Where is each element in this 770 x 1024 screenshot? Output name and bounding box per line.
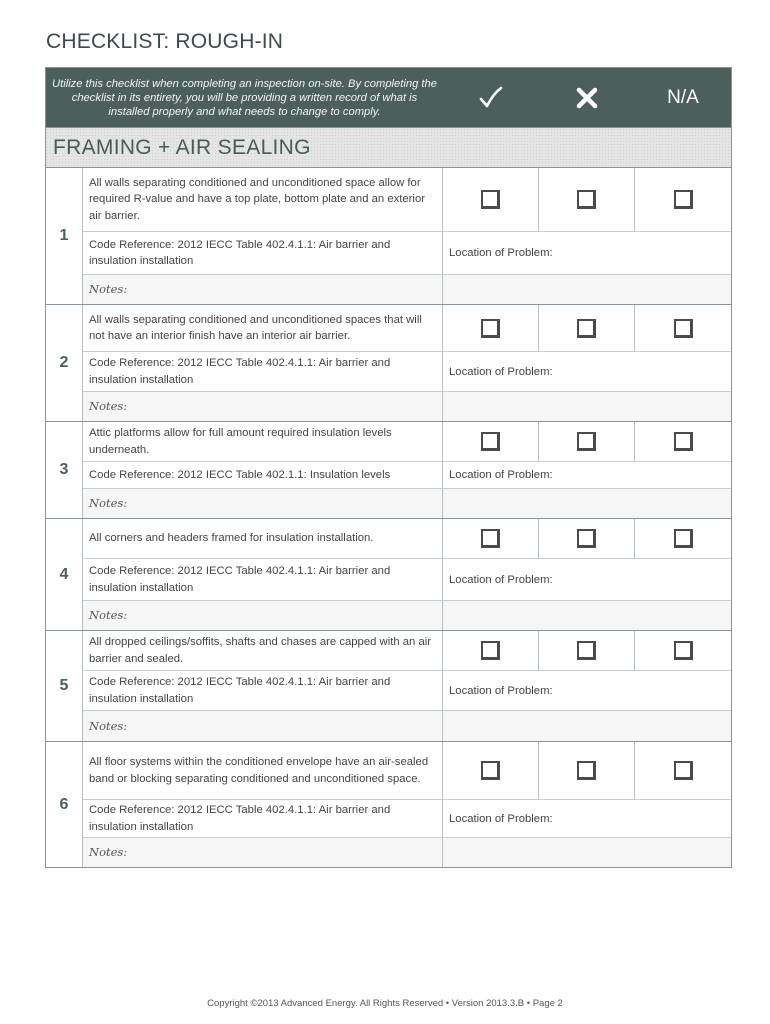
code-reference-text: Code Reference: 2012 IECC Table 402.4.1.1: Air barrier and insulation installation bbox=[83, 352, 443, 391]
item-body bbox=[83, 519, 731, 630]
code-reference-text: Code Reference: 2012 IECC Table 402.4.1.1: Air barrier and insulation installation bbox=[83, 559, 443, 600]
na-cell bbox=[635, 422, 731, 461]
code-reference-row bbox=[83, 232, 731, 275]
checklist-header bbox=[46, 68, 731, 127]
notes-field[interactable] bbox=[443, 711, 731, 741]
item-number: 6 bbox=[46, 742, 83, 867]
requirement-row bbox=[83, 519, 731, 559]
location-of-problem-field[interactable] bbox=[443, 671, 731, 710]
pass-cell bbox=[443, 519, 539, 558]
requirement-text: All corners and headers framed for insulation installation. bbox=[83, 519, 443, 558]
x-icon bbox=[575, 86, 599, 110]
requirement-text: Attic platforms allow for full amount required insulation levels underneath. bbox=[83, 422, 443, 461]
checklist-item bbox=[46, 167, 731, 304]
item-body bbox=[83, 168, 731, 304]
na-cell bbox=[635, 519, 731, 558]
na-cell bbox=[635, 168, 731, 231]
pass-checkbox[interactable] bbox=[481, 319, 500, 338]
item-number: 3 bbox=[46, 422, 83, 518]
location-of-problem-field[interactable] bbox=[443, 462, 731, 488]
notes-label: Notes: bbox=[83, 489, 443, 518]
na-cell bbox=[635, 631, 731, 670]
item-body bbox=[83, 305, 731, 421]
location-label: Location of Problem: bbox=[449, 469, 553, 481]
fail-checkbox[interactable] bbox=[577, 432, 596, 451]
requirement-row bbox=[83, 422, 731, 462]
notes-label: Notes: bbox=[83, 392, 443, 421]
location-of-problem-field[interactable] bbox=[443, 232, 731, 274]
location-of-problem-field[interactable] bbox=[443, 800, 731, 837]
page-title: CHECKLIST: ROUGH-IN bbox=[46, 30, 284, 53]
fail-checkbox[interactable] bbox=[577, 641, 596, 660]
requirement-text: All dropped ceilings/soffits, shafts and chases are capped with an air barrier and sealed. bbox=[83, 631, 443, 670]
item-body bbox=[83, 631, 731, 741]
checklist-table bbox=[45, 67, 732, 868]
na-checkbox[interactable] bbox=[674, 641, 693, 660]
check-icon bbox=[478, 86, 504, 110]
fail-cell bbox=[539, 168, 635, 231]
pass-checkbox[interactable] bbox=[481, 529, 500, 548]
na-cell bbox=[635, 742, 731, 799]
pass-cell bbox=[443, 305, 539, 351]
fail-cell bbox=[539, 305, 635, 351]
requirement-row bbox=[83, 305, 731, 352]
code-reference-row bbox=[83, 352, 731, 392]
notes-row bbox=[83, 601, 731, 630]
code-reference-text: Code Reference: 2012 IECC Table 402.4.1.1: Air barrier and insulation installation bbox=[83, 232, 443, 274]
pass-checkbox[interactable] bbox=[481, 761, 500, 780]
section-title: FRAMING + AIR SEALING bbox=[46, 127, 731, 167]
pass-cell bbox=[443, 742, 539, 799]
notes-label: Notes: bbox=[83, 275, 443, 304]
notes-label: Notes: bbox=[83, 838, 443, 867]
item-number: 5 bbox=[46, 631, 83, 741]
code-reference-text: Code Reference: 2012 IECC Table 402.1.1: Insulation levels bbox=[83, 462, 443, 488]
na-cell bbox=[635, 305, 731, 351]
notes-field[interactable] bbox=[443, 838, 731, 867]
instructions-text: Utilize this checklist when completing an inspection on-site. By completing the checklist in its entirety, you will be providing a written record of what is installed properly and what needs to change to comply. bbox=[52, 77, 437, 118]
fail-cell bbox=[539, 519, 635, 558]
na-checkbox[interactable] bbox=[674, 529, 693, 548]
checklist-item bbox=[46, 518, 731, 630]
checklist-item bbox=[46, 304, 731, 421]
item-number: 2 bbox=[46, 305, 83, 421]
pass-column-header bbox=[443, 86, 539, 110]
na-checkbox[interactable] bbox=[674, 319, 693, 338]
notes-field[interactable] bbox=[443, 489, 731, 518]
fail-cell bbox=[539, 742, 635, 799]
requirement-text: All floor systems within the conditioned envelope have an air-sealed band or blocking separating conditioned and unconditioned space. bbox=[83, 742, 443, 799]
location-label: Location of Problem: bbox=[449, 247, 553, 259]
notes-label: Notes: bbox=[83, 601, 443, 630]
pass-cell bbox=[443, 422, 539, 461]
fail-cell bbox=[539, 631, 635, 670]
code-reference-row bbox=[83, 462, 731, 489]
fail-checkbox[interactable] bbox=[577, 529, 596, 548]
na-checkbox[interactable] bbox=[674, 761, 693, 780]
requirement-row bbox=[83, 742, 731, 800]
location-label: Location of Problem: bbox=[449, 365, 553, 378]
location-label: Location of Problem: bbox=[449, 812, 553, 825]
pass-cell bbox=[443, 631, 539, 670]
checklist-items bbox=[46, 167, 731, 867]
na-checkbox[interactable] bbox=[674, 432, 693, 451]
checklist-item bbox=[46, 741, 731, 867]
requirement-row bbox=[83, 168, 731, 232]
fail-cell bbox=[539, 422, 635, 461]
na-column-header: N/A bbox=[667, 86, 699, 108]
notes-row bbox=[83, 838, 731, 867]
requirement-text: All walls separating conditioned and unconditioned space allow for required R-value and have a top plate, bottom plate and an exterior air barrier. bbox=[83, 168, 443, 231]
location-of-problem-field[interactable] bbox=[443, 352, 731, 391]
notes-row bbox=[83, 711, 731, 741]
pass-checkbox[interactable] bbox=[481, 641, 500, 660]
pass-checkbox[interactable] bbox=[481, 190, 500, 209]
code-reference-text: Code Reference: 2012 IECC Table 402.4.1.1: Air barrier and insulation installation bbox=[83, 671, 443, 710]
item-number: 4 bbox=[46, 519, 83, 630]
fail-checkbox[interactable] bbox=[577, 190, 596, 209]
notes-field[interactable] bbox=[443, 275, 731, 304]
location-label: Location of Problem: bbox=[449, 684, 553, 697]
checklist-item bbox=[46, 421, 731, 518]
code-reference-row bbox=[83, 671, 731, 711]
fail-column-header bbox=[539, 86, 635, 110]
fail-checkbox[interactable] bbox=[577, 319, 596, 338]
notes-label: Notes: bbox=[83, 711, 443, 741]
pass-cell bbox=[443, 168, 539, 231]
notes-row bbox=[83, 392, 731, 421]
item-number: 1 bbox=[46, 168, 83, 304]
requirement-text: All walls separating conditioned and unconditioned spaces that will not have an interior finish have an interior air barrier. bbox=[83, 305, 443, 351]
item-body bbox=[83, 422, 731, 518]
location-of-problem-field[interactable] bbox=[443, 559, 731, 600]
pass-checkbox[interactable] bbox=[481, 432, 500, 451]
code-reference-text: Code Reference: 2012 IECC Table 402.4.1.1: Air barrier and insulation installation bbox=[83, 800, 443, 837]
code-reference-row bbox=[83, 800, 731, 838]
notes-row bbox=[83, 275, 731, 304]
location-label: Location of Problem: bbox=[449, 573, 553, 586]
checklist-item bbox=[46, 630, 731, 741]
code-reference-row bbox=[83, 559, 731, 601]
item-body bbox=[83, 742, 731, 867]
fail-checkbox[interactable] bbox=[577, 761, 596, 780]
na-checkbox[interactable] bbox=[674, 190, 693, 209]
notes-field[interactable] bbox=[443, 392, 731, 421]
notes-row bbox=[83, 489, 731, 518]
notes-field[interactable] bbox=[443, 601, 731, 630]
page-footer: Copyright ©2013 Advanced Energy. All Rights Reserved • Version 2013.3.B • Page 2 bbox=[207, 998, 563, 1009]
requirement-row bbox=[83, 631, 731, 671]
